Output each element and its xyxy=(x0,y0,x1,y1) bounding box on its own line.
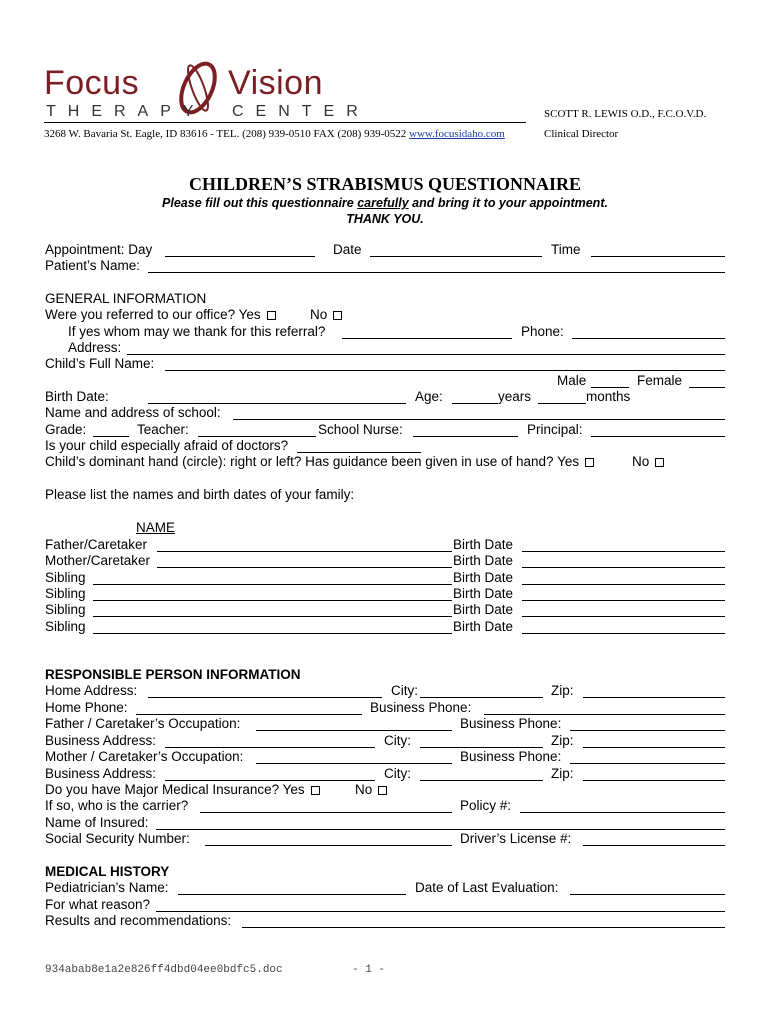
referred-no-label: No xyxy=(310,307,328,322)
policy-field[interactable] xyxy=(520,812,725,813)
family-birth-date-label: Birth Date xyxy=(453,585,514,601)
appointment-date-field[interactable] xyxy=(370,256,542,257)
home-address-label: Home Address: xyxy=(45,683,138,698)
insurance-no-label: No xyxy=(355,782,373,797)
pediatrician-field[interactable] xyxy=(178,894,406,895)
referral-whom-label: If yes whom may we thank for this referral? xyxy=(68,324,326,339)
business-phone-label: Business Phone: xyxy=(370,700,472,715)
family-member-name-field[interactable] xyxy=(93,600,452,601)
family-birth-date-field[interactable] xyxy=(522,584,725,585)
male-field[interactable] xyxy=(591,387,629,388)
principal-label: Principal: xyxy=(527,422,583,437)
mother-city-label: City: xyxy=(384,766,411,781)
results-label: Results and recommendations: xyxy=(45,913,232,928)
father-business-address-label: Business Address: xyxy=(45,733,157,748)
grade-label: Grade: xyxy=(45,422,87,437)
appointment-date-label: Date xyxy=(333,242,362,257)
referred-no xyxy=(310,307,342,323)
family-member-label: Mother/Caretaker xyxy=(45,553,151,569)
general-heading: GENERAL INFORMATION xyxy=(45,291,207,306)
afraid-label: Is your child especially afraid of doctors? xyxy=(45,438,289,453)
insured-name-label: Name of Insured: xyxy=(45,815,149,830)
thank-you: THANK YOU. xyxy=(346,212,424,226)
referred-label: Were you referred to our office? Yes xyxy=(45,307,261,322)
hand-guidance-no-checkbox[interactable] xyxy=(655,458,664,467)
mother-business-address-label: Business Address: xyxy=(45,766,157,781)
referred-yes-checkbox[interactable] xyxy=(267,311,276,320)
mother-zip-field[interactable] xyxy=(583,780,725,781)
female-label: Female xyxy=(637,373,683,388)
teacher-field[interactable] xyxy=(198,436,316,437)
father-business-phone-label: Business Phone: xyxy=(460,716,562,731)
referral-phone-label: Phone: xyxy=(521,324,564,339)
carrier-label: If so, who is the carrier? xyxy=(45,798,189,813)
results-field[interactable] xyxy=(242,927,725,928)
referral-phone-field[interactable] xyxy=(572,338,725,339)
appointment-time-field[interactable] xyxy=(591,256,725,257)
logo-word-focus: Focus xyxy=(44,64,140,102)
father-city-label: City: xyxy=(384,733,411,748)
pediatrician-label: Pediatrician’s Name: xyxy=(45,880,169,895)
insurance-label: Do you have Major Medical Insurance? Yes xyxy=(45,782,305,797)
policy-label: Policy #: xyxy=(460,798,512,813)
page-number: - 1 - xyxy=(352,964,386,976)
home-phone-field[interactable] xyxy=(136,714,362,715)
last-evaluation-label: Date of Last Evaluation: xyxy=(415,880,559,895)
logo-sub-therapy: THERAPY xyxy=(46,103,206,120)
ssn-field[interactable] xyxy=(205,845,452,846)
mother-city-field[interactable] xyxy=(420,780,543,781)
mother-business-phone-label: Business Phone: xyxy=(460,749,562,764)
insured-name-field[interactable] xyxy=(156,829,725,830)
insurance-no-checkbox[interactable] xyxy=(378,786,387,795)
family-member-label: Sibling xyxy=(45,618,86,634)
dominant-hand-question xyxy=(45,454,594,470)
appointment-time-label: Time xyxy=(551,242,581,257)
family-birth-date-field[interactable] xyxy=(522,600,725,601)
father-zip-field[interactable] xyxy=(583,747,725,748)
family-member-label: Sibling xyxy=(45,569,86,585)
years-label: years xyxy=(498,389,532,404)
referral-address-field[interactable] xyxy=(127,354,725,355)
principal-field[interactable] xyxy=(591,436,725,437)
home-zip-label: Zip: xyxy=(551,683,574,698)
home-city-label: City: xyxy=(391,683,418,698)
family-birth-date-field[interactable] xyxy=(522,633,725,634)
hand-guidance-yes-checkbox[interactable] xyxy=(585,458,594,467)
license-label: Driver’s License #: xyxy=(460,831,572,846)
father-zip-label: Zip: xyxy=(551,733,574,748)
home-zip-field[interactable] xyxy=(583,697,725,698)
insurance-no xyxy=(355,782,387,798)
hand-guidance-no-label: No xyxy=(632,454,650,469)
document-id: 934abab8e1a2e826ff4dbd04ee0bdfc5.doc xyxy=(45,964,283,976)
home-address-field[interactable] xyxy=(148,697,382,698)
reason-field[interactable] xyxy=(156,911,725,912)
age-months-field[interactable] xyxy=(538,403,586,404)
family-birth-date-label: Birth Date xyxy=(453,569,514,585)
family-member-name-field[interactable] xyxy=(93,616,452,617)
logo-word-vision: Vision xyxy=(228,64,323,102)
father-occupation-field[interactable] xyxy=(256,730,452,731)
mother-occupation-field[interactable] xyxy=(256,763,452,764)
family-member-name-field[interactable] xyxy=(93,584,452,585)
clinical-director: Clinical Director xyxy=(544,128,619,140)
father-occupation-label: Father / Caretaker’s Occupation: xyxy=(45,716,241,731)
carrier-field[interactable] xyxy=(200,812,452,813)
business-phone-field[interactable] xyxy=(484,714,725,715)
father-city-field[interactable] xyxy=(420,747,543,748)
family-birth-date-label: Birth Date xyxy=(453,602,514,618)
instructions-pre: Please fill out this questionnaire xyxy=(162,196,358,210)
website-link[interactable]: www.focusidaho.com xyxy=(409,128,505,140)
family-member-label: Sibling xyxy=(45,585,86,601)
family-prompt: Please list the names and birth dates of your family: xyxy=(45,487,355,502)
dominant-hand-label: Child’s dominant hand (circle): right or left? Has guidance been given in use of hand? Yes xyxy=(45,454,580,469)
age-label: Age: xyxy=(415,389,443,404)
school-nurse-label: School Nurse: xyxy=(318,422,403,437)
months-label: months xyxy=(586,389,631,404)
instructions xyxy=(0,195,770,211)
reason-label: For what reason? xyxy=(45,897,151,912)
logo-sub-center: CENTER xyxy=(232,103,370,120)
mother-business-address-field[interactable] xyxy=(165,780,375,781)
male-label: Male xyxy=(557,373,587,388)
appointment-day-label: Appointment: Day xyxy=(45,242,153,257)
child-name-field[interactable] xyxy=(165,370,725,371)
home-city-field[interactable] xyxy=(420,697,543,698)
family-birth-date-label: Birth Date xyxy=(453,618,514,634)
header-rule xyxy=(44,122,526,123)
birth-date-field[interactable] xyxy=(148,403,406,404)
medical-heading: MEDICAL HISTORY xyxy=(45,864,170,879)
referred-question xyxy=(45,307,276,323)
family-birth-date-field[interactable] xyxy=(522,616,725,617)
mother-zip-label: Zip: xyxy=(551,766,574,781)
mother-business-phone-field[interactable] xyxy=(570,763,725,764)
school-label: Name and address of school: xyxy=(45,405,221,420)
last-evaluation-field[interactable] xyxy=(570,894,725,895)
insurance-question xyxy=(45,782,320,798)
family-birth-date-field[interactable] xyxy=(522,551,725,552)
license-field[interactable] xyxy=(583,845,725,846)
instructions-post: and bring it to your appointment. xyxy=(408,196,608,210)
family-member-name-field[interactable] xyxy=(93,633,452,634)
mother-occupation-label: Mother / Caretaker’s Occupation: xyxy=(45,749,244,764)
patient-name-field[interactable] xyxy=(148,272,725,273)
appointment-day-field[interactable] xyxy=(165,256,315,257)
insurance-yes-checkbox[interactable] xyxy=(311,786,320,795)
father-business-address-field[interactable] xyxy=(165,747,375,748)
school-field[interactable] xyxy=(233,419,725,420)
family-birth-date-label: Birth Date xyxy=(453,537,514,552)
referral-address-label: Address: xyxy=(68,340,122,355)
child-name-label: Child’s Full Name: xyxy=(45,356,155,371)
clinic-address xyxy=(44,126,505,142)
school-nurse-field[interactable] xyxy=(413,436,518,437)
home-phone-label: Home Phone: xyxy=(45,700,128,715)
family-name-header: NAME xyxy=(136,520,176,535)
referred-no-checkbox[interactable] xyxy=(333,311,342,320)
birth-date-label: Birth Date: xyxy=(45,389,109,404)
hand-guidance-no xyxy=(632,454,664,470)
afraid-field[interactable] xyxy=(297,452,421,453)
family-member-label: Father/Caretaker xyxy=(45,537,148,552)
teacher-label: Teacher: xyxy=(137,422,189,437)
family-member-name-field[interactable] xyxy=(157,567,452,568)
responsible-heading: RESPONSIBLE PERSON INFORMATION xyxy=(45,667,301,682)
referral-whom-field[interactable] xyxy=(342,338,512,339)
page-title: CHILDREN’S STRABISMUS QUESTIONNAIRE xyxy=(188,174,582,194)
family-birth-date-label: Birth Date xyxy=(453,553,514,569)
age-years-field[interactable] xyxy=(452,403,498,404)
family-member-label: Sibling xyxy=(45,602,86,618)
family-birth-date-field[interactable] xyxy=(522,567,725,568)
ssn-label: Social Security Number: xyxy=(45,831,190,846)
family-member-name-field[interactable] xyxy=(157,551,452,552)
address-text: 3268 W. Bavaria St. Eagle, ID 83616 - TEL. (208) 939-0510 FAX (208) 939-0522 xyxy=(44,128,407,140)
female-field[interactable] xyxy=(689,387,725,388)
patient-name-label: Patient’s Name: xyxy=(45,258,141,273)
instructions-emphasis: carefully xyxy=(357,196,409,210)
father-business-phone-field[interactable] xyxy=(570,730,725,731)
grade-field[interactable] xyxy=(93,436,129,437)
doctor-name: SCOTT R. LEWIS O.D., F.C.O.V.D. xyxy=(544,108,707,120)
